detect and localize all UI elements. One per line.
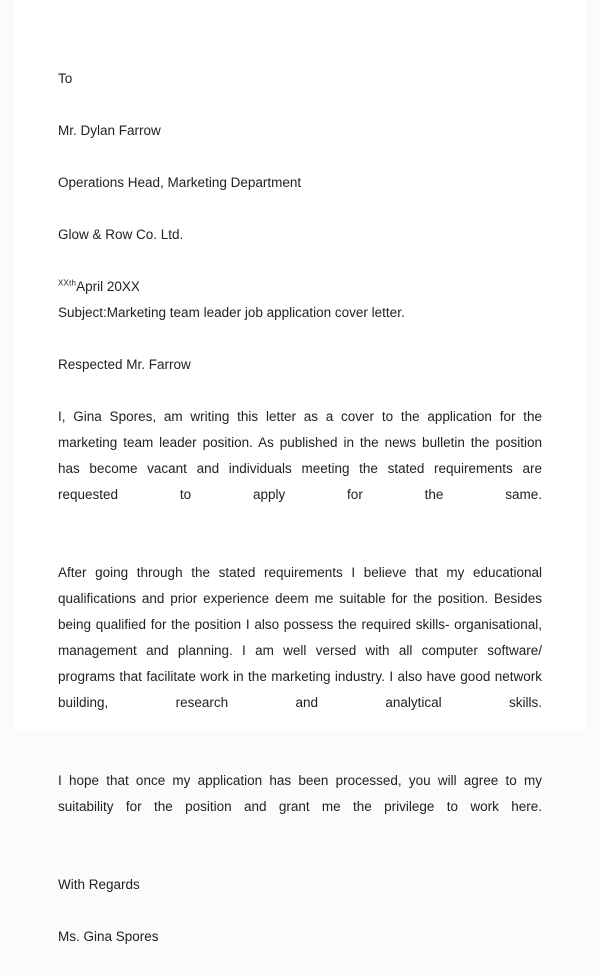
salutation: Respected Mr. Farrow — [58, 357, 191, 372]
body-paragraph-3: I hope that once my application has been processed, you will agree to my suitability for the position and grant me the privilege to work here. — [58, 773, 542, 814]
body-paragraph-2: After going through the stated requirements I believe that my educational qualifications and prior experience deem me suitable for the position. Besides being qualified for the position I also possess the required skills- organisational, management and planning. I am well versed with all computer software/ programs that facilitate work in the marketing industry. I also have good network building, research and analytical skills. — [58, 565, 542, 710]
recipient-title: Operations Head, Marketing Department — [58, 175, 302, 190]
letter-body — [58, 66, 542, 976]
date-ordinal-superscript: XXth — [58, 278, 77, 288]
letter-date — [58, 274, 542, 300]
company-name: Glow & Row Co. Ltd. — [58, 227, 184, 242]
document-page — [14, 0, 586, 944]
recipient-name: Mr. Dylan Farrow — [58, 123, 161, 138]
signature-name: Ms. Gina Spores — [58, 929, 159, 944]
body-paragraph-1: I, Gina Spores, am writing this letter as a cover to the application for the marketing team leader position. As published in the news bulletin the position has become vacant and individuals meeting the stated requirements are requested to apply for the same. — [58, 409, 542, 502]
subject-line: Subject:Marketing team leader job application cover letter. — [58, 305, 405, 320]
to-label: To — [58, 71, 73, 86]
closing-salutation: With Regards — [58, 877, 140, 892]
date-text: April 20XX — [76, 279, 140, 294]
